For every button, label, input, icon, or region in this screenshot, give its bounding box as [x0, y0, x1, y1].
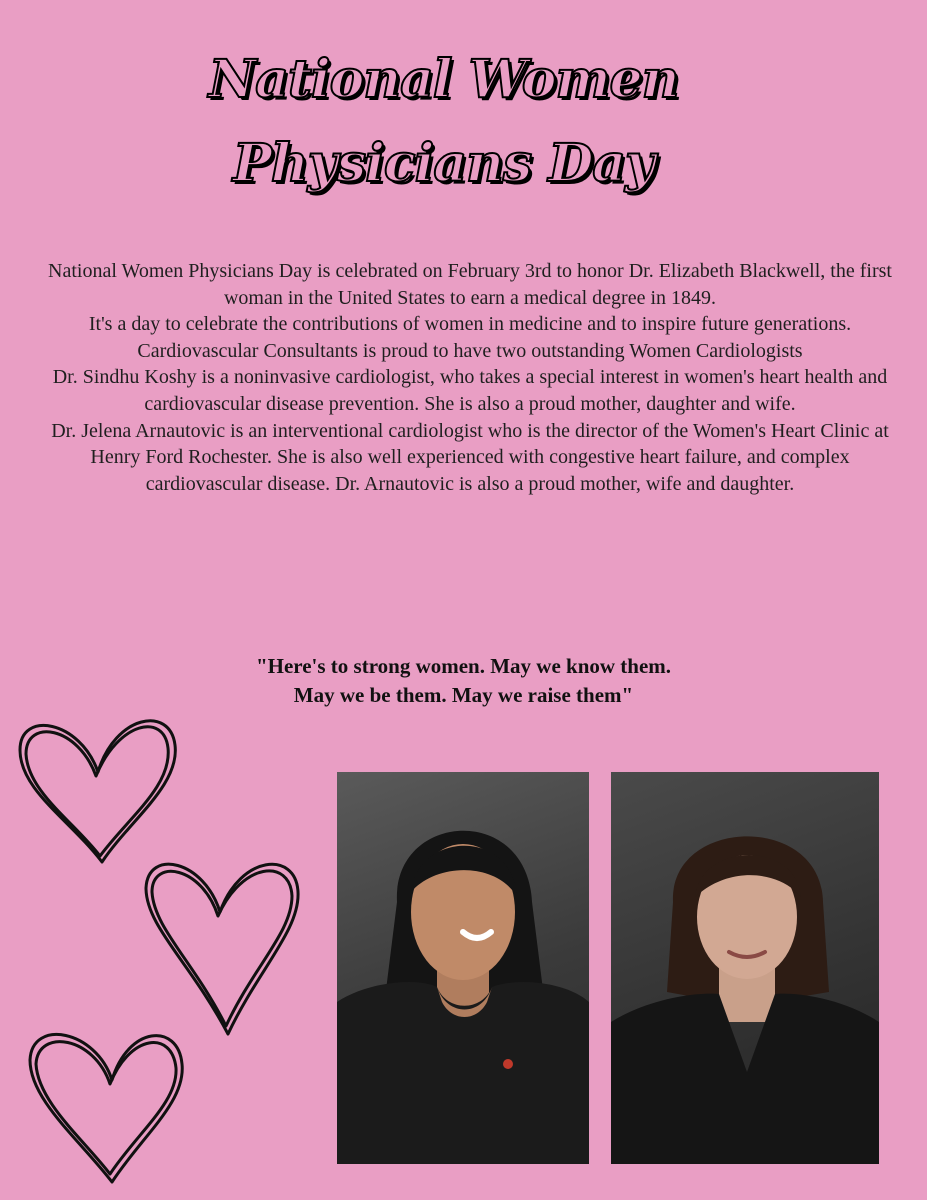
quote-line-1: "Here's to strong women. May we know them. — [255, 654, 672, 678]
heart-icon — [20, 721, 175, 862]
paragraph-celebrate: It's a day to celebrate the contributions of women in medicine and to inspire future generations. — [88, 313, 852, 336]
paragraph-intro: National Women Physicians Day is celebrated on February 3rd to honor Dr. Elizabeth Blackwell, the first woman in the United States to earn a medical degree in 1849. — [48, 260, 892, 309]
photo-dr-arnautovic — [611, 772, 879, 1164]
paragraph-consultants: Cardiovascular Consultants is proud to have two outstanding Women Cardiologists — [137, 339, 803, 362]
quote-line-2: May we be them. May we raise them" — [293, 683, 634, 707]
page-title — [0, 38, 927, 206]
title-line-1: National Women — [208, 49, 679, 110]
paragraph-koshy: Dr. Sindhu Koshy is a noninvasive cardiologist, who takes a special interest in women's heart health and cardiovascular disease prevention. She is also a proud mother, daughter and wife. — [52, 366, 888, 415]
paragraph-arnautovic: Dr. Jelena Arnautovic is an interventional cardiologist who is the director of the Women's Heart Clinic at Henry Ford Rochester. She is also well experienced with congestive heart failure, and complex cardiovascular disease. Dr. Arnautovic is also a proud mother, wife and daughter. — [51, 419, 889, 495]
body-text — [40, 258, 900, 497]
photo-dr-koshy — [337, 772, 589, 1164]
hearts-decoration — [0, 700, 320, 1200]
heart-icon — [30, 1034, 182, 1182]
title-line-2: Physicians Day — [232, 133, 655, 194]
heart-icon — [146, 864, 298, 1034]
